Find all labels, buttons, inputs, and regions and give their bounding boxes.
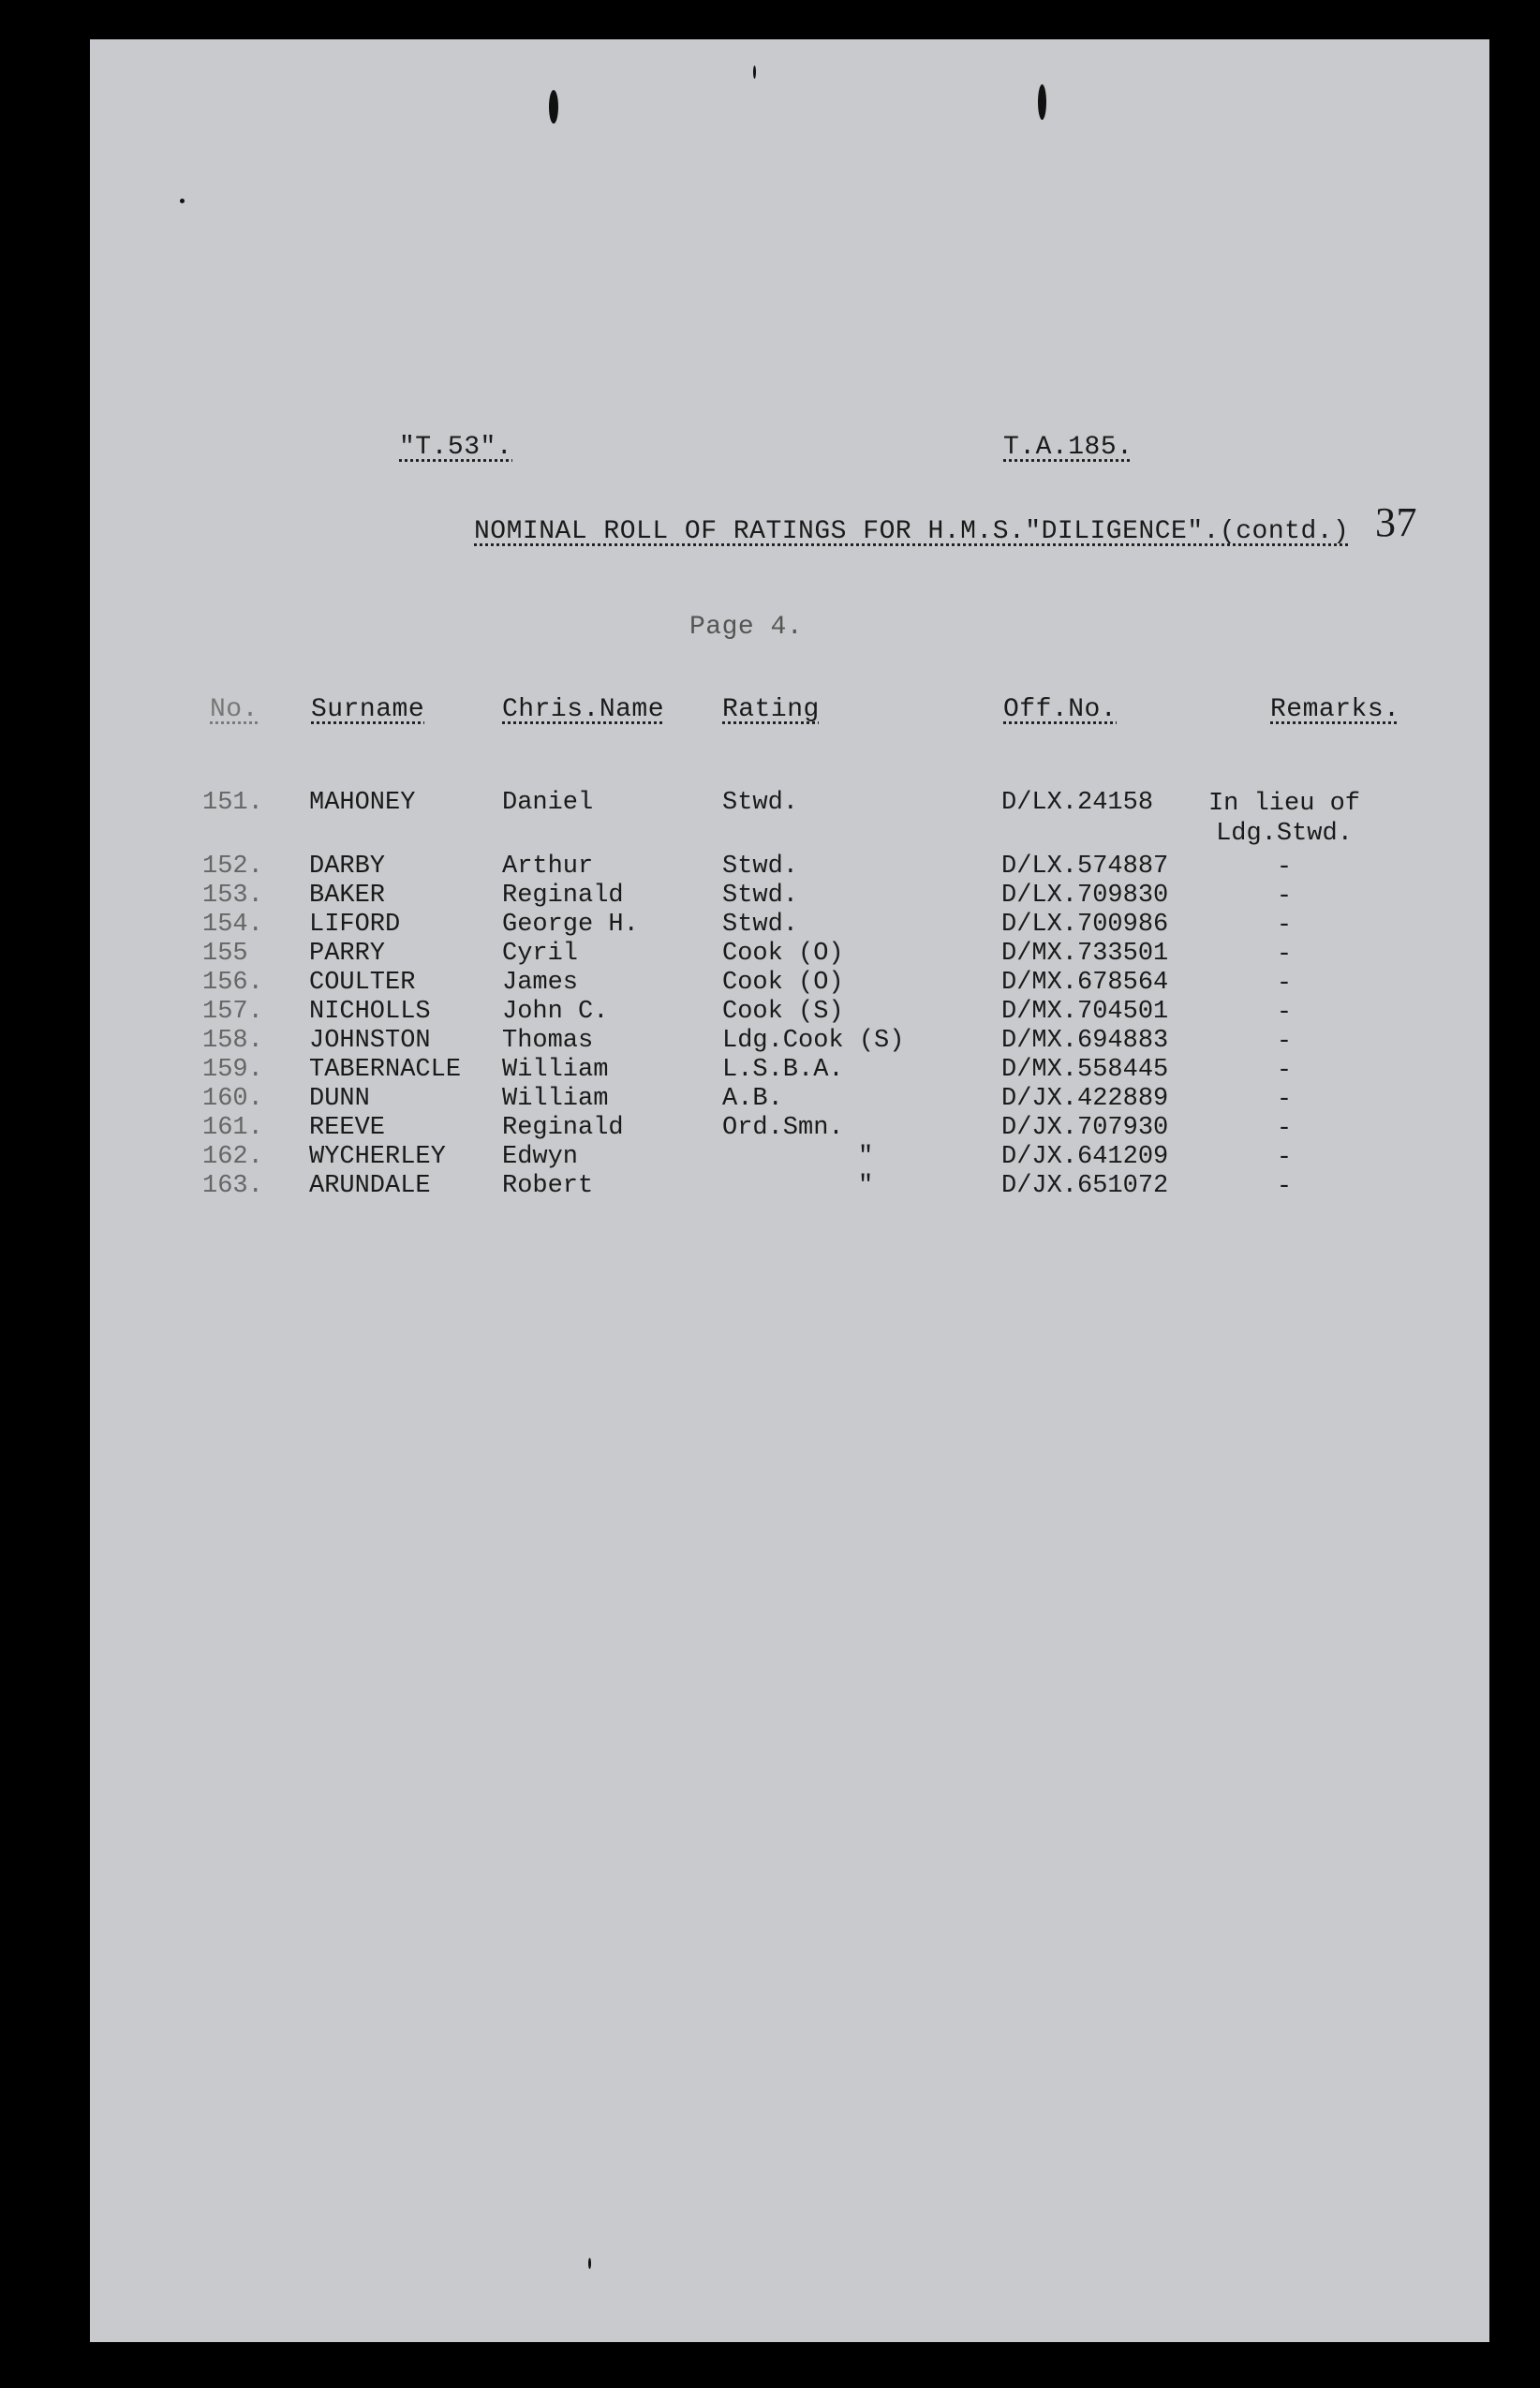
cell-rating: " bbox=[858, 1143, 874, 1171]
column-header-rating: Rating bbox=[722, 695, 820, 724]
folio-number: 37 bbox=[1375, 499, 1417, 545]
cell-remarks: - bbox=[1276, 1115, 1293, 1143]
column-header-chris-name: Chris.Name bbox=[502, 695, 665, 724]
cell-no: 156. bbox=[202, 969, 263, 997]
cell-chris-name: Edwyn bbox=[502, 1143, 579, 1171]
cell-rating: Stwd. bbox=[722, 911, 799, 939]
cell-off-no: D/MX.694883 bbox=[1001, 1027, 1169, 1055]
scan-mark bbox=[588, 2258, 591, 2269]
cell-rating: Stwd. bbox=[722, 853, 799, 881]
cell-chris-name: Arthur bbox=[502, 853, 594, 881]
cell-rating: Stwd. bbox=[722, 882, 799, 910]
cell-rating: A.B. bbox=[722, 1085, 783, 1113]
cell-chris-name: William bbox=[502, 1056, 609, 1084]
cell-off-no: D/LX.709830 bbox=[1001, 882, 1169, 910]
cell-chris-name: Daniel bbox=[502, 789, 594, 817]
header-ref-left: "T.53". bbox=[399, 433, 513, 462]
cell-surname: DUNN bbox=[309, 1085, 370, 1113]
cell-surname: MAHONEY bbox=[309, 789, 416, 817]
table-row bbox=[90, 940, 1489, 969]
cell-no: 162. bbox=[202, 1143, 263, 1171]
cell-remarks: - bbox=[1276, 1086, 1293, 1114]
table-row bbox=[90, 969, 1489, 998]
cell-off-no: D/MX.704501 bbox=[1001, 998, 1169, 1026]
cell-no: 153. bbox=[202, 882, 263, 910]
table-row bbox=[90, 998, 1489, 1027]
cell-surname: BAKER bbox=[309, 882, 386, 910]
document-page bbox=[90, 39, 1489, 2342]
cell-no: 163. bbox=[202, 1172, 263, 1200]
cell-chris-name: Reginald bbox=[502, 1114, 624, 1142]
cell-chris-name: William bbox=[502, 1085, 609, 1113]
cell-surname: TABERNACLE bbox=[309, 1056, 462, 1084]
cell-rating: Stwd. bbox=[722, 789, 799, 817]
cell-no: 160. bbox=[202, 1085, 263, 1113]
cell-no: 157. bbox=[202, 998, 263, 1026]
cell-chris-name: Robert bbox=[502, 1172, 594, 1200]
cell-chris-name: Thomas bbox=[502, 1027, 594, 1055]
cell-surname: DARBY bbox=[309, 853, 386, 881]
table-row bbox=[90, 1085, 1489, 1114]
cell-remarks: - bbox=[1276, 999, 1293, 1027]
cell-remarks: - bbox=[1276, 1028, 1293, 1056]
cell-no: 151. bbox=[202, 789, 263, 817]
document-title: NOMINAL ROLL OF RATINGS FOR H.M.S."DILIGENCE".(contd.) bbox=[474, 517, 1350, 546]
cell-surname: PARRY bbox=[309, 940, 386, 968]
cell-chris-name: Cyril bbox=[502, 940, 579, 968]
cell-off-no: D/MX.558445 bbox=[1001, 1056, 1169, 1084]
cell-off-no: D/LX.24158 bbox=[1001, 789, 1154, 817]
cell-surname: LIFORD bbox=[309, 911, 401, 939]
cell-no: 155 bbox=[202, 940, 248, 968]
table-row bbox=[90, 1172, 1489, 1201]
cell-surname: JOHNSTON bbox=[309, 1027, 431, 1055]
cell-rating: Cook (O) bbox=[722, 940, 844, 968]
cell-chris-name: Reginald bbox=[502, 882, 624, 910]
column-header-no: No. bbox=[210, 695, 259, 724]
table-row bbox=[90, 1027, 1489, 1056]
table-row bbox=[90, 911, 1489, 940]
cell-rating: Cook (S) bbox=[722, 998, 844, 1026]
cell-rating: " bbox=[858, 1172, 874, 1200]
table-row bbox=[90, 789, 1489, 848]
table-row bbox=[90, 1056, 1489, 1085]
cell-off-no: D/LX.700986 bbox=[1001, 911, 1169, 939]
column-header-off-no: Off.No. bbox=[1003, 695, 1118, 724]
table-row bbox=[90, 1114, 1489, 1143]
cell-off-no: D/JX.707930 bbox=[1001, 1114, 1169, 1142]
table-row bbox=[90, 882, 1489, 911]
cell-remarks: - bbox=[1276, 853, 1293, 882]
cell-off-no: D/MX.678564 bbox=[1001, 969, 1169, 997]
cell-no: 154. bbox=[202, 911, 263, 939]
scan-mark bbox=[1038, 84, 1046, 120]
cell-no: 152. bbox=[202, 853, 263, 881]
cell-off-no: D/JX.422889 bbox=[1001, 1085, 1169, 1113]
cell-chris-name: George H. bbox=[502, 911, 639, 939]
cell-chris-name: James bbox=[502, 969, 579, 997]
cell-remarks: - bbox=[1276, 1144, 1293, 1172]
cell-off-no: D/JX.651072 bbox=[1001, 1172, 1169, 1200]
cell-remarks: - bbox=[1276, 970, 1293, 998]
scan-mark bbox=[180, 199, 185, 203]
scan-mark bbox=[549, 90, 558, 124]
scan-mark bbox=[753, 66, 756, 79]
table-row bbox=[90, 853, 1489, 882]
cell-remarks: - bbox=[1276, 1173, 1293, 1201]
cell-off-no: D/MX.733501 bbox=[1001, 940, 1169, 968]
cell-no: 158. bbox=[202, 1027, 263, 1055]
column-header-remarks: Remarks. bbox=[1270, 695, 1400, 724]
cell-remarks: - bbox=[1276, 941, 1293, 969]
page-label: Page 4. bbox=[689, 613, 804, 642]
cell-chris-name: John C. bbox=[502, 998, 609, 1026]
header-ref-right: T.A.185. bbox=[1003, 433, 1133, 462]
cell-off-no: D/LX.574887 bbox=[1001, 853, 1169, 881]
cell-rating: Ldg.Cook (S) bbox=[722, 1027, 905, 1055]
cell-remarks: - bbox=[1276, 912, 1293, 940]
cell-no: 161. bbox=[202, 1114, 263, 1142]
cell-remarks: - bbox=[1276, 1057, 1293, 1085]
table-row bbox=[90, 1143, 1489, 1172]
cell-no: 159. bbox=[202, 1056, 263, 1084]
cell-rating: Ord.Smn. bbox=[722, 1114, 844, 1142]
cell-remarks: In lieu of Ldg.Stwd. bbox=[1207, 790, 1361, 848]
cell-surname: REEVE bbox=[309, 1114, 386, 1142]
cell-surname: NICHOLLS bbox=[309, 998, 431, 1026]
cell-remarks: - bbox=[1276, 883, 1293, 911]
cell-rating: L.S.B.A. bbox=[722, 1056, 844, 1084]
column-header-surname: Surname bbox=[311, 695, 425, 724]
cell-off-no: D/JX.641209 bbox=[1001, 1143, 1169, 1171]
cell-rating: Cook (O) bbox=[722, 969, 844, 997]
cell-surname: WYCHERLEY bbox=[309, 1143, 446, 1171]
cell-surname: COULTER bbox=[309, 969, 416, 997]
cell-surname: ARUNDALE bbox=[309, 1172, 431, 1200]
